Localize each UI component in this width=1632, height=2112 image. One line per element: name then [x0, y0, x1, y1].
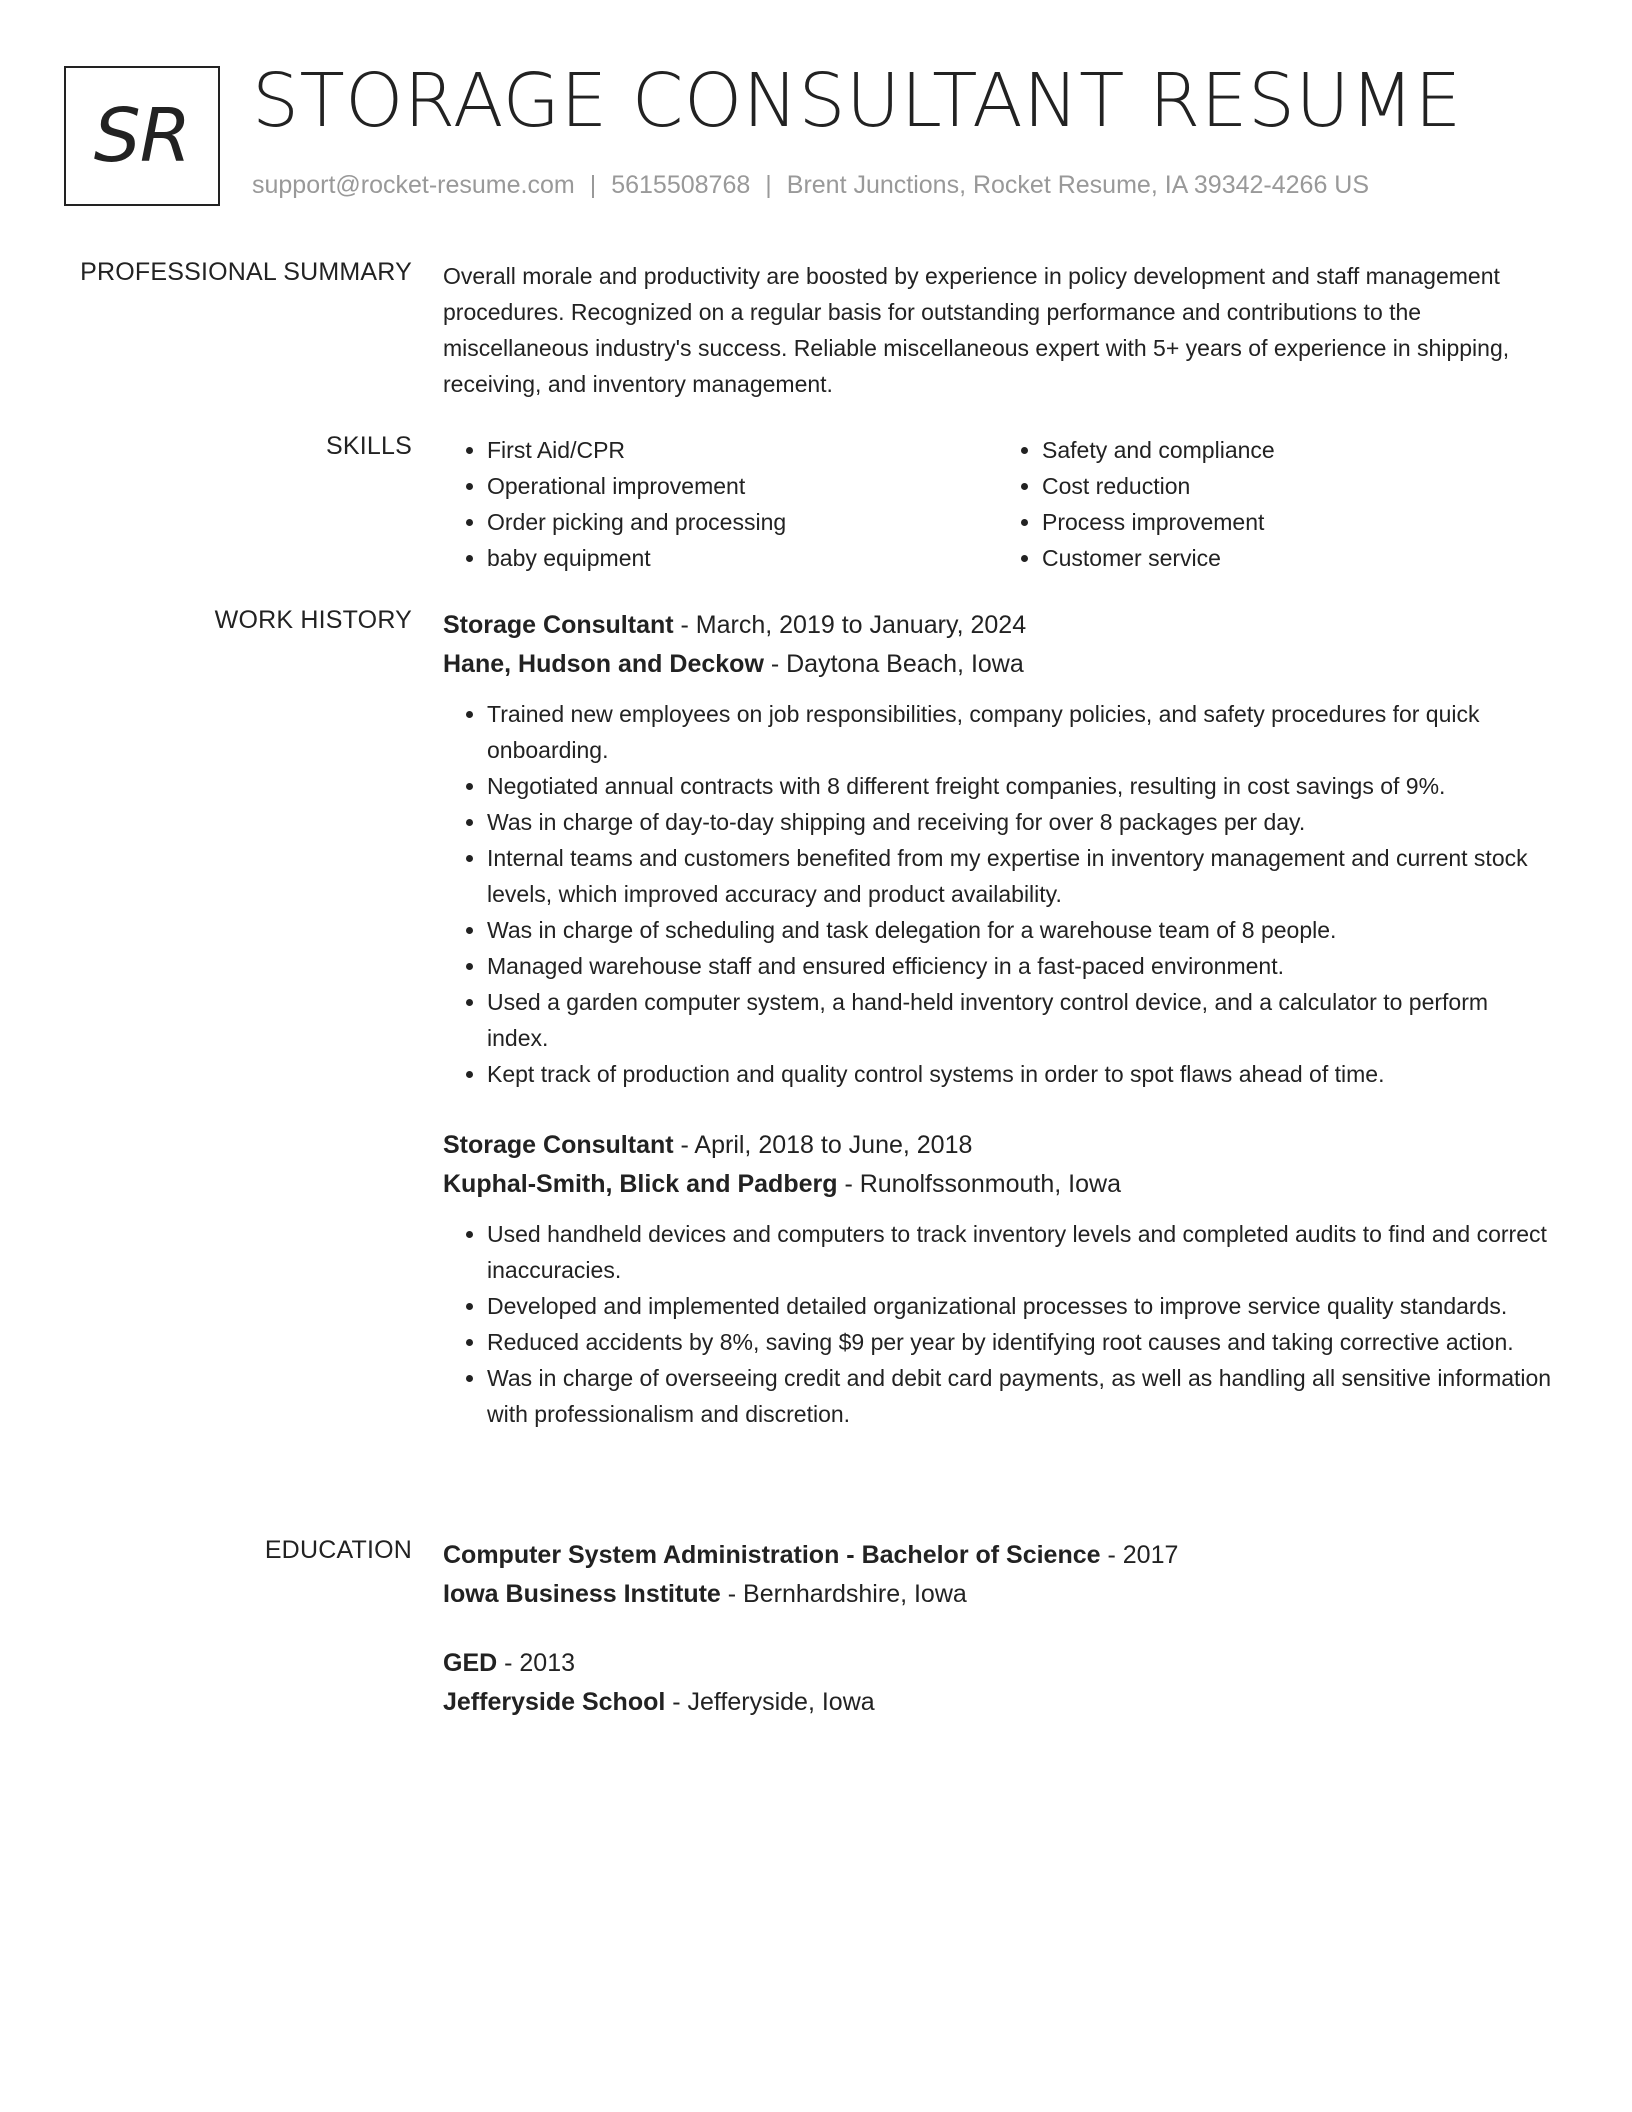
skill-item: • Safety and compliance: [1042, 432, 1553, 468]
skill-item: • Order picking and processing: [487, 504, 998, 540]
education-degree-line: [443, 1536, 1553, 1575]
education-school-line: [443, 1575, 1553, 1614]
job-company: Hane, Hudson and Deckow: [443, 650, 764, 678]
skills-column-left: [443, 432, 998, 576]
education-school: Jefferyside School: [443, 1688, 666, 1716]
summary-heading: PROFESSIONAL SUMMARY: [80, 258, 412, 286]
job-bullet: • Used a garden computer system, a hand-held inventory control device, and a calculator to perform index.: [487, 984, 1553, 1056]
education-body: [443, 1536, 1553, 1722]
job-bullet: • Negotiated annual contracts with 8 different freight companies, resulting in cost savings of 9%.: [487, 768, 1553, 804]
skill-item: • Cost reduction: [1042, 468, 1553, 504]
job-title: Storage Consultant: [443, 1131, 674, 1159]
contact-address: Brent Junctions, Rocket Resume, IA 39342-4266 US: [786, 171, 1370, 199]
job-dates: - April, 2018 to June, 2018: [673, 1131, 973, 1159]
job-company-line: [443, 645, 1553, 684]
education-degree: Computer System Administration - Bachelor of Science: [443, 1541, 1101, 1569]
job-bullet: • Was in charge of day-to-day shipping and receiving for over 8 packages per day.: [487, 804, 1553, 840]
job-bullet: • Trained new employees on job responsibilities, company policies, and safety procedures for quick onboarding.: [487, 696, 1553, 768]
education-year: - 2017: [1100, 1541, 1179, 1569]
education-entry: [443, 1536, 1553, 1614]
contact-separator: |: [765, 171, 772, 199]
education-school-line: [443, 1683, 1553, 1722]
job-entry: [443, 606, 1553, 1092]
skill-item: • First Aid/CPR: [487, 432, 998, 468]
job-entry: [443, 1126, 1553, 1432]
job-bullet: • Reduced accidents by 8%, saving $9 per year by identifying root causes and taking corrective action.: [487, 1324, 1553, 1360]
summary-text: Overall morale and productivity are boosted by experience in policy development and staff management procedures. Recognized on a regular basis for outstanding performance and contributions to the miscellaneous industry's success. Reliable miscellaneous expert with 5+ years of experience in shipping, receiving, and inventory management.: [443, 263, 1510, 397]
education-degree: GED: [443, 1649, 498, 1677]
education-school: Iowa Business Institute: [443, 1580, 721, 1608]
contact-email[interactable]: support@rocket-resume.com: [252, 171, 575, 199]
job-title-line: [443, 1126, 1553, 1165]
monogram-logo: SR: [64, 66, 220, 206]
job-dates: - March, 2019 to January, 2024: [673, 611, 1027, 639]
skills-column-right: [998, 432, 1553, 576]
contact-line: [252, 171, 1369, 200]
education-location: - Jefferyside, Iowa: [665, 1688, 875, 1716]
job-bullets: [443, 1216, 1553, 1432]
contact-separator: |: [589, 171, 597, 199]
skills-list: [443, 432, 1553, 576]
contact-phone[interactable]: 5615508768: [611, 171, 751, 199]
job-bullet: • Kept track of production and quality control systems in order to spot flaws ahead of time.: [487, 1056, 1553, 1092]
job-bullets: [443, 696, 1553, 1092]
job-bullet: • Managed warehouse staff and ensured efficiency in a fast-paced environment.: [487, 948, 1553, 984]
job-bullet: • Used handheld devices and computers to track inventory levels and completed audits to find and correct inaccuracies.: [487, 1216, 1553, 1288]
skill-item: • Customer service: [1042, 540, 1553, 576]
job-location: - Runolfssonmouth, Iowa: [837, 1170, 1121, 1198]
job-bullet: • Was in charge of scheduling and task delegation for a warehouse team of 8 people.: [487, 912, 1553, 948]
work-history-heading: WORK HISTORY: [214, 606, 412, 634]
education-location: - Bernhardshire, Iowa: [720, 1580, 967, 1608]
education-year: - 2013: [497, 1649, 576, 1677]
education-entry: [443, 1644, 1553, 1722]
education-heading: EDUCATION: [264, 1536, 412, 1564]
skills-heading: SKILLS: [326, 432, 412, 460]
job-bullet: • Developed and implemented detailed organizational processes to improve service quality standards.: [487, 1288, 1553, 1324]
work-history-body: [443, 606, 1553, 1432]
job-title: Storage Consultant: [443, 611, 674, 639]
job-bullet: • Was in charge of overseeing credit and debit card payments, as well as handling all sensitive information with professionalism and discretion.: [487, 1360, 1553, 1432]
job-company-line: [443, 1165, 1553, 1204]
job-title-line: [443, 606, 1553, 645]
skill-item: • baby equipment: [487, 540, 998, 576]
page-title: STORAGE CONSULTANT RESUME: [252, 58, 1462, 144]
skill-item: • Process improvement: [1042, 504, 1553, 540]
job-company: Kuphal-Smith, Blick and Padberg: [443, 1170, 838, 1198]
job-location: - Daytona Beach, Iowa: [763, 650, 1024, 678]
education-degree-line: [443, 1644, 1553, 1683]
job-bullet: • Internal teams and customers benefited from my expertise in inventory management and current stock levels, which improved accuracy and product availability.: [487, 840, 1553, 912]
skill-item: • Operational improvement: [487, 468, 998, 504]
